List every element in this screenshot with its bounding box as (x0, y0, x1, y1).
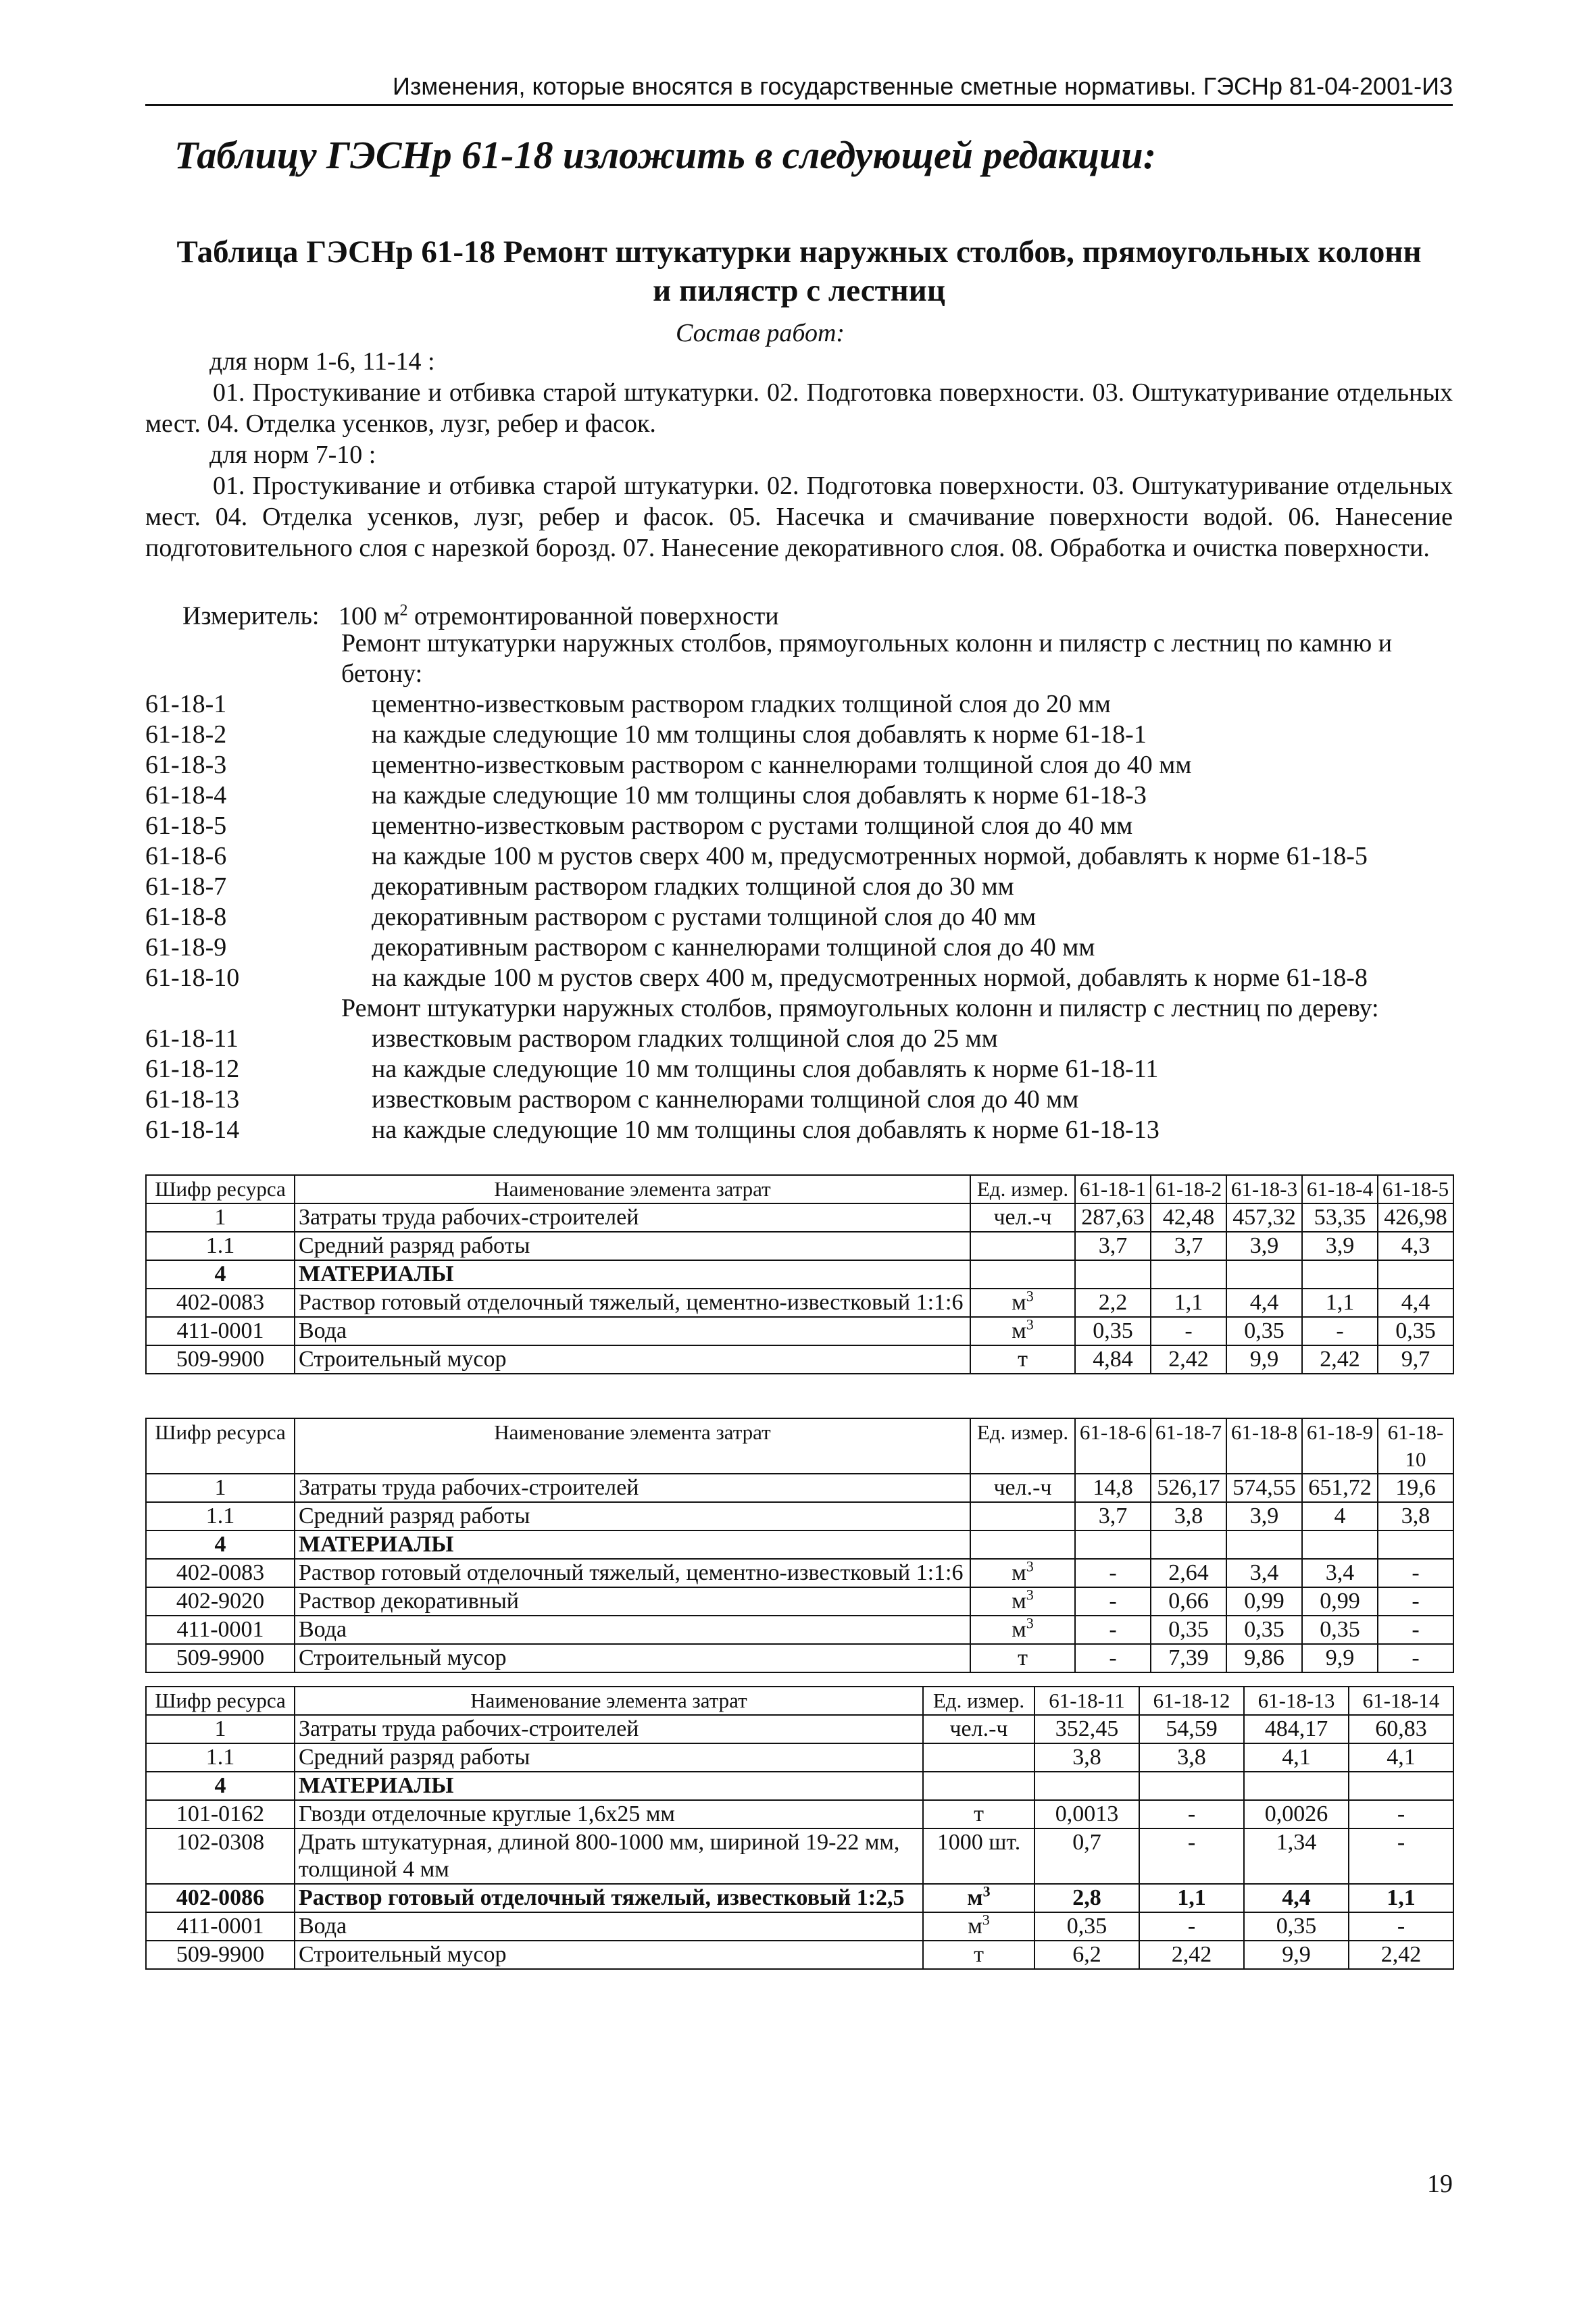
norm-item (145, 811, 1453, 841)
norm-item (145, 750, 1453, 780)
resource-value: - (1349, 1828, 1453, 1884)
table-row (146, 1884, 1453, 1912)
column-header: 61-18-12 (1139, 1687, 1244, 1715)
resource-name: Затраты труда рабочих-строителей (295, 1203, 970, 1232)
norm-code: 61-18-13 (145, 1085, 240, 1114)
norm-description: на каждые 100 м рустов сверх 400 м, предусмотренных нормой, добавлять к норме 61-18-8 (372, 964, 1368, 992)
resource-name: Затраты труда рабочих-строителей (295, 1715, 923, 1743)
column-header: 61-18-6 (1075, 1418, 1151, 1474)
resource-value: 9,9 (1302, 1644, 1378, 1672)
meter-value: 100 $м^2$ отремонтированной поверхности (339, 601, 779, 630)
resource-value: 287,63 (1075, 1203, 1151, 1232)
resource-name: Строительный мусор (295, 1345, 970, 1374)
norm-range-2: для норм 7-10 : (209, 441, 376, 469)
resource-name: Средний разряд работы (295, 1743, 923, 1772)
norm-description: на каждые следующие 10 мм толщины слоя добавлять к норме 61-18-13 (372, 1116, 1159, 1144)
resource-name: Вода (295, 1616, 970, 1644)
norm-description: известковым раствором с каннелюрами толщиной слоя до 40 мм (372, 1085, 1079, 1114)
table-row (146, 1232, 1453, 1260)
resource-value: 54,59 (1139, 1715, 1244, 1743)
norm-item (145, 902, 1453, 932)
resource-value: - (1349, 1800, 1453, 1828)
resource-value: 2,2 (1075, 1289, 1151, 1317)
resource-value: 457,32 (1226, 1203, 1302, 1232)
resource-value: 9,9 (1244, 1941, 1349, 1969)
resource-value: - (1075, 1559, 1151, 1587)
resource-table-2 (145, 1418, 1454, 1673)
resource-unit: $м^3$ (970, 1587, 1075, 1616)
resource-value (1034, 1772, 1139, 1800)
column-header: 61-18-4 (1302, 1175, 1378, 1203)
meter-line (182, 595, 1453, 632)
resource-name: Затраты труда рабочих-строителей (295, 1474, 970, 1502)
resource-code: 509-9900 (146, 1644, 295, 1672)
resource-value: 3,8 (1378, 1502, 1453, 1530)
resource-unit: $м^3$ (923, 1884, 1034, 1912)
resource-value: - (1349, 1912, 1453, 1941)
resource-value: 6,2 (1034, 1941, 1139, 1969)
norm-range-1: для норм 1-6, 11-14 : (209, 347, 435, 376)
resource-value (1226, 1260, 1302, 1289)
resource-value (1226, 1530, 1302, 1559)
table-row (146, 1530, 1453, 1559)
resource-value: 1,1 (1349, 1884, 1453, 1912)
resource-name: Средний разряд работы (295, 1232, 970, 1260)
resource-value: 0,99 (1226, 1587, 1302, 1616)
resource-name: Гвозди отделочные круглые 1,6х25 мм (295, 1800, 923, 1828)
resource-unit: 1000 шт. (923, 1828, 1034, 1884)
norm-description: на каждые следующие 10 мм толщины слоя добавлять к норме 61-18-3 (372, 781, 1147, 810)
norm-code: 61-18-14 (145, 1116, 240, 1144)
norm-code: 61-18-2 (145, 720, 227, 749)
column-header: Наименование элемента затрат (295, 1418, 970, 1474)
resource-value: - (1075, 1616, 1151, 1644)
instruction-heading: Таблицу ГЭСНр 61-18 изложить в следующей редакции: (174, 133, 1157, 177)
resource-code: 402-9020 (146, 1587, 295, 1616)
norm-code: 61-18-7 (145, 872, 227, 901)
norm-description: декоративным раствором гладких толщиной слоя до 30 мм (372, 872, 1014, 901)
resource-value: 3,4 (1226, 1559, 1302, 1587)
resource-value: 7,39 (1151, 1644, 1226, 1672)
resource-value: - (1151, 1317, 1226, 1345)
resource-code: 402-0083 (146, 1559, 295, 1587)
norm-description: на каждые следующие 10 мм толщины слоя добавлять к норме 61-18-11 (372, 1055, 1159, 1083)
resource-code: 4 (146, 1530, 295, 1559)
column-header: Ед. измер. (923, 1687, 1034, 1715)
resource-value: 0,35 (1226, 1616, 1302, 1644)
resource-name: Раствор готовый отделочный тяжелый, известковый 1:2,5 (295, 1884, 923, 1912)
table-row (146, 1345, 1453, 1374)
resource-value: 1,1 (1151, 1289, 1226, 1317)
resource-value: 4,1 (1244, 1743, 1349, 1772)
running-header: Изменения, которые вносятся в государственные сметные нормативы. ГЭСНр 81-04-2001-И3 (145, 72, 1453, 106)
norm-item (145, 932, 1453, 963)
norm-code: 61-18-1 (145, 690, 227, 718)
table-row (146, 1260, 1453, 1289)
resource-value: - (1139, 1912, 1244, 1941)
resource-value: 4,1 (1349, 1743, 1453, 1772)
resource-code: 1.1 (146, 1743, 295, 1772)
column-header: 61-18-8 (1226, 1418, 1302, 1474)
resource-unit: т (970, 1345, 1075, 1374)
table-header-row (146, 1418, 1453, 1474)
table-row (146, 1828, 1453, 1884)
resource-unit: т (970, 1644, 1075, 1672)
resource-value: 0,0026 (1244, 1800, 1349, 1828)
table-row (146, 1743, 1453, 1772)
resource-name: Строительный мусор (295, 1941, 923, 1969)
column-header: 61-18-11 (1034, 1687, 1139, 1715)
resource-value: 42,48 (1151, 1203, 1226, 1232)
resource-value: 426,98 (1378, 1203, 1453, 1232)
resource-value: 0,35 (1151, 1616, 1226, 1644)
resource-unit (923, 1772, 1034, 1800)
table-title-line-1: Таблица ГЭСНр 61-18 Ремонт штукатурки наружных столбов, прямоугольных колонн (176, 234, 1422, 270)
norm-item (145, 1024, 1453, 1054)
resource-value: 2,42 (1302, 1345, 1378, 1374)
resource-value: - (1302, 1317, 1378, 1345)
resource-unit: $м^3$ (923, 1912, 1034, 1941)
resource-value: 4,4 (1226, 1289, 1302, 1317)
resource-value (1151, 1260, 1226, 1289)
resource-unit: чел.-ч (970, 1474, 1075, 1502)
resource-value: 9,9 (1226, 1345, 1302, 1374)
resource-value: 2,42 (1151, 1345, 1226, 1374)
meter-label: Измеритель: (182, 601, 320, 630)
resource-name: Раствор готовый отделочный тяжелый, цементно-известковый 1:1:6 (295, 1559, 970, 1587)
resource-unit: т (923, 1941, 1034, 1969)
resource-value: 3,4 (1302, 1559, 1378, 1587)
norm-item (145, 872, 1453, 902)
table-header-row (146, 1687, 1453, 1715)
resource-value: 3,9 (1302, 1232, 1378, 1260)
resource-value: 14,8 (1075, 1474, 1151, 1502)
column-header: 61-18-13 (1244, 1687, 1349, 1715)
norm-code: 61-18-11 (145, 1024, 239, 1053)
resource-value: 3,8 (1034, 1743, 1139, 1772)
resource-code: 4 (146, 1260, 295, 1289)
resource-code: 411-0001 (146, 1616, 295, 1644)
table-header-row (146, 1175, 1453, 1203)
resource-value: 0,35 (1226, 1317, 1302, 1345)
norm-description: на каждые 100 м рустов сверх 400 м, предусмотренных нормой, добавлять к норме 61-18-5 (372, 842, 1368, 870)
resource-unit: $м^3$ (970, 1559, 1075, 1587)
resource-unit: $м^3$ (970, 1616, 1075, 1644)
resource-value: 0,35 (1378, 1317, 1453, 1345)
resource-value: - (1139, 1828, 1244, 1884)
norm-description: декоративным раствором с каннелюрами толщиной слоя до 40 мм (372, 933, 1095, 962)
resource-value: 9,7 (1378, 1345, 1453, 1374)
resource-code: 509-9900 (146, 1345, 295, 1374)
norm-code: 61-18-5 (145, 812, 227, 840)
column-header: Наименование элемента затрат (295, 1175, 970, 1203)
column-header: Ед. измер. (970, 1175, 1075, 1203)
resource-code: 411-0001 (146, 1912, 295, 1941)
resource-value: 0,66 (1151, 1587, 1226, 1616)
column-header: Ед. измер. (970, 1418, 1075, 1474)
resource-value: 4,4 (1378, 1289, 1453, 1317)
norm-description: декоративным раствором с рустами толщиной слоя до 40 мм (372, 903, 1037, 931)
resource-value (1075, 1260, 1151, 1289)
resource-value: 3,7 (1075, 1232, 1151, 1260)
norm-code: 61-18-6 (145, 842, 227, 870)
table-row (146, 1912, 1453, 1941)
norm-item (145, 1054, 1453, 1085)
norm-description: известковым раствором гладких толщиной слоя до 25 мм (372, 1024, 998, 1053)
resource-value: 651,72 (1302, 1474, 1378, 1502)
resource-value: - (1378, 1559, 1453, 1587)
resource-unit: чел.-ч (923, 1715, 1034, 1743)
norm-item (145, 689, 1453, 720)
resource-value: 1,1 (1302, 1289, 1378, 1317)
table-row (146, 1474, 1453, 1502)
resource-value: 3,9 (1226, 1502, 1302, 1530)
resource-value: 0,0013 (1034, 1800, 1139, 1828)
resource-unit (923, 1743, 1034, 1772)
norm-item (145, 1115, 1453, 1145)
resource-unit (970, 1232, 1075, 1260)
resource-value: 19,6 (1378, 1474, 1453, 1502)
column-header: Шифр ресурса (146, 1175, 295, 1203)
norm-description: цементно-известковым раствором гладких толщиной слоя до 20 мм (372, 690, 1111, 718)
norm-description: цементно-известковым раствором с каннелюрами толщиной слоя до 40 мм (372, 751, 1192, 779)
resource-value: 0,7 (1034, 1828, 1139, 1884)
resource-value (1244, 1772, 1349, 1800)
column-header: 61-18-2 (1151, 1175, 1226, 1203)
resource-value: 4 (1302, 1502, 1378, 1530)
norm-item (145, 841, 1453, 872)
resource-unit: т (923, 1800, 1034, 1828)
resource-value: - (1075, 1587, 1151, 1616)
resource-value: 0,35 (1034, 1912, 1139, 1941)
resource-value: 0,35 (1244, 1912, 1349, 1941)
norm-item (145, 780, 1453, 811)
norm-code: 61-18-12 (145, 1055, 240, 1083)
table-row (146, 1289, 1453, 1317)
table-row (146, 1644, 1453, 1672)
resource-value: 4,84 (1075, 1345, 1151, 1374)
resource-code: 1.1 (146, 1232, 295, 1260)
resource-code: 1 (146, 1715, 295, 1743)
operations-2: 01. Простукивание и отбивка старой штукатурки. 02. Подготовка поверхности. 03. Оштукатуривание отдельных мест. 04. Отделка усенков, лузг, ребер и фасок. 05. Насечка и смачивание поверхности водой. 06. Нанесение подготовительного слоя с нарезкой борозд. 07. Нанесение декоративного слоя. 08. Обработка и очистка поверхности. (145, 472, 1453, 562)
resource-value: 60,83 (1349, 1715, 1453, 1743)
resource-value (1378, 1530, 1453, 1559)
resource-name: МАТЕРИАЛЫ (295, 1772, 923, 1800)
resource-code: 4 (146, 1772, 295, 1800)
resource-value: 3,7 (1151, 1232, 1226, 1260)
resource-value: 352,45 (1034, 1715, 1139, 1743)
resource-unit (970, 1502, 1075, 1530)
resource-value: 2,8 (1034, 1884, 1139, 1912)
resource-value: - (1378, 1644, 1453, 1672)
resource-table-3 (145, 1686, 1454, 1970)
resource-unit: чел.-ч (970, 1203, 1075, 1232)
resource-value: - (1378, 1616, 1453, 1644)
column-header: 61-18-14 (1349, 1687, 1453, 1715)
table-row (146, 1587, 1453, 1616)
resource-value: 0,35 (1075, 1317, 1151, 1345)
resource-code: 101-0162 (146, 1800, 295, 1828)
norm-group-title: Ремонт штукатурки наружных столбов, прямоугольных колонн и пилястр с лестниц по дереву: (341, 994, 1379, 1022)
table-row (146, 1772, 1453, 1800)
column-header: 61-18-5 (1378, 1175, 1453, 1203)
resource-value (1302, 1530, 1378, 1559)
norm-code: 61-18-9 (145, 933, 227, 962)
column-header: 61-18-1 (1075, 1175, 1151, 1203)
column-header: Шифр ресурса (146, 1418, 295, 1474)
column-header: Наименование элемента затрат (295, 1687, 923, 1715)
resource-value: 0,99 (1302, 1587, 1378, 1616)
norm-item (145, 963, 1453, 993)
resource-value: 3,9 (1226, 1232, 1302, 1260)
resource-value: 2,42 (1139, 1941, 1244, 1969)
resource-value (1349, 1772, 1453, 1800)
resource-value (1151, 1530, 1226, 1559)
resource-value: 3,8 (1151, 1502, 1226, 1530)
norm-code: 61-18-8 (145, 903, 227, 931)
resource-value: 2,42 (1349, 1941, 1453, 1969)
norm-description: цементно-известковым раствором с рустами толщиной слоя до 40 мм (372, 812, 1133, 840)
operations-1: 01. Простукивание и отбивка старой штукатурки. 02. Подготовка поверхности. 03. Оштукатуривание отдельных мест. 04. Отделка усенков, лузг, ребер и фасок. (145, 378, 1453, 438)
resource-value: 9,86 (1226, 1644, 1302, 1672)
resource-code: 509-9900 (146, 1941, 295, 1969)
resource-name: Драть штукатурная, длиной 800-1000 мм, шириной 19-22 мм, толщиной 4 мм (295, 1828, 923, 1884)
resource-unit: $м^3$ (970, 1289, 1075, 1317)
resource-value: - (1378, 1587, 1453, 1616)
table-row (146, 1616, 1453, 1644)
resource-value: 0,35 (1302, 1616, 1378, 1644)
resource-value: 1,1 (1139, 1884, 1244, 1912)
resource-value: 484,17 (1244, 1715, 1349, 1743)
resource-value: 3,8 (1139, 1743, 1244, 1772)
resource-name: Раствор декоративный (295, 1587, 970, 1616)
resource-name: Средний разряд работы (295, 1502, 970, 1530)
norm-code: 61-18-4 (145, 781, 227, 810)
table-row (146, 1203, 1453, 1232)
table-row (146, 1559, 1453, 1587)
column-header: 61-18-7 (1151, 1418, 1226, 1474)
resource-value: 53,35 (1302, 1203, 1378, 1232)
table-row (146, 1502, 1453, 1530)
resource-value (1075, 1530, 1151, 1559)
resource-table-1 (145, 1174, 1454, 1374)
resource-value: 1,34 (1244, 1828, 1349, 1884)
column-header: 61-18-9 (1302, 1418, 1378, 1474)
resource-code: 1 (146, 1203, 295, 1232)
resource-unit: $м^3$ (970, 1317, 1075, 1345)
table-title (142, 233, 1456, 310)
resource-value: 3,7 (1075, 1502, 1151, 1530)
table-row (146, 1317, 1453, 1345)
norm-item (145, 720, 1453, 750)
norm-list (145, 628, 1453, 1145)
table-row (146, 1800, 1453, 1828)
resource-value (1139, 1772, 1244, 1800)
resource-value: - (1075, 1644, 1151, 1672)
composition-heading: Состав работ: (676, 319, 845, 347)
page-number: 19 (1427, 2170, 1453, 2198)
resource-name: Раствор готовый отделочный тяжелый, цементно-известковый 1:1:6 (295, 1289, 970, 1317)
table-title-line-2: и пилястр с лестниц (653, 273, 945, 308)
resource-value (1378, 1260, 1453, 1289)
work-composition (145, 346, 1453, 564)
resource-value: 574,55 (1226, 1474, 1302, 1502)
resource-code: 1.1 (146, 1502, 295, 1530)
resource-name: Строительный мусор (295, 1644, 970, 1672)
norm-code: 61-18-10 (145, 964, 240, 992)
resource-value: 4,4 (1244, 1884, 1349, 1912)
resource-unit (970, 1530, 1075, 1559)
resource-name: Вода (295, 1912, 923, 1941)
table-row (146, 1941, 1453, 1969)
resource-name: Вода (295, 1317, 970, 1345)
column-header: 61-18-3 (1226, 1175, 1302, 1203)
norm-code: 61-18-3 (145, 751, 227, 779)
column-header: 61-18-10 (1378, 1418, 1453, 1474)
resource-code: 402-0086 (146, 1884, 295, 1912)
norm-item (145, 1085, 1453, 1115)
resource-name: МАТЕРИАЛЫ (295, 1260, 970, 1289)
resource-code: 1 (146, 1474, 295, 1502)
resource-value: 2,64 (1151, 1559, 1226, 1587)
resource-value: 4,3 (1378, 1232, 1453, 1260)
column-header: Шифр ресурса (146, 1687, 295, 1715)
resource-code: 102-0308 (146, 1828, 295, 1884)
resource-code: 402-0083 (146, 1289, 295, 1317)
table-row (146, 1715, 1453, 1743)
resource-code: 411-0001 (146, 1317, 295, 1345)
norm-group-title: Ремонт штукатурки наружных столбов, прямоугольных колонн и пилястр с лестниц по камню и бетону: (341, 629, 1393, 688)
resource-value: - (1139, 1800, 1244, 1828)
resource-unit (970, 1260, 1075, 1289)
resource-name: МАТЕРИАЛЫ (295, 1530, 970, 1559)
resource-value: 526,17 (1151, 1474, 1226, 1502)
resource-value (1302, 1260, 1378, 1289)
norm-description: на каждые следующие 10 мм толщины слоя добавлять к норме 61-18-1 (372, 720, 1147, 749)
